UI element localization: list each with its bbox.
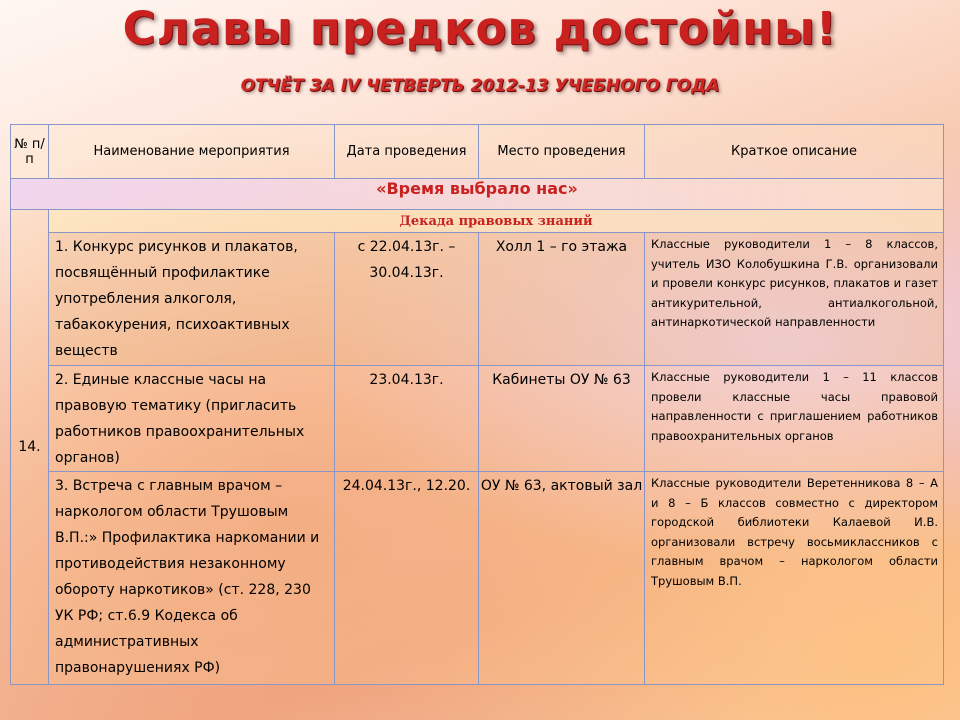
event-date: 24.04.13г., 12.20. [335,472,479,685]
event-name: 1. Конкурс рисунков и плакатов, посвящённый профилактике употребления алкоголя, табакокурения, психоактивных веществ [49,233,335,366]
section-row [11,179,944,210]
event-name: 2. Единые классные часы на правовую тематику (пригласить работников правоохранительных органов) [49,366,335,472]
event-name: 3. Встреча с главным врачом – наркологом области Трушовым В.П.:» Профилактика наркомании и противодействия незаконному обороту наркотиков» (ст. 228, 230 УК РФ; ст.6.9 Кодекса об административных правонарушениях РФ) [49,472,335,685]
table-header-row [11,125,944,179]
subsection-title: Декада правовых знаний [49,210,944,233]
row-number: 14. [11,210,49,685]
event-date: с 22.04.13г. – 30.04.13г. [335,233,479,366]
table-row [11,366,944,472]
event-place: Холл 1 – го этажа [479,233,645,366]
report-subtitle: ОТЧЁТ ЗА IV ЧЕТВЕРТЬ 2012-13 УЧЕБНОГО ГОДА [240,76,720,96]
event-place: ОУ № 63, актовый зал [479,472,645,685]
page-title: Славы предков достойны! [122,2,838,55]
section-title: «Время выбрало нас» [11,179,944,210]
header-name: Наименование мероприятия [49,125,335,179]
event-description: Классные руководители Веретенникова 8 – А и 8 – Б классов совместно с директором городской библиотеки Калаевой И.В. организовали встречу восьмиклассников с главным врачом – наркологом области Трушовым В.П. [645,472,944,685]
event-date: 23.04.13г. [335,366,479,472]
header-num: № п/п [11,125,49,179]
header-date: Дата проведения [335,125,479,179]
header-place: Место проведения [479,125,645,179]
table-row [11,472,944,685]
subsection-row [11,210,944,233]
table-row [11,233,944,366]
event-description: Классные руководители 1 – 8 классов, учитель ИЗО Колобушкина Г.В. организовали и провели конкурс рисунков, плакатов и газет антикурительной, антиалкогольной, антинаркотической направленности [645,233,944,366]
event-description: Классные руководители 1 – 11 классов провели классные часы правовой направленности с приглашением работников правоохранительных органов [645,366,944,472]
header-desc: Краткое описание [645,125,944,179]
report-table [10,124,944,685]
event-place: Кабинеты ОУ № 63 [479,366,645,472]
